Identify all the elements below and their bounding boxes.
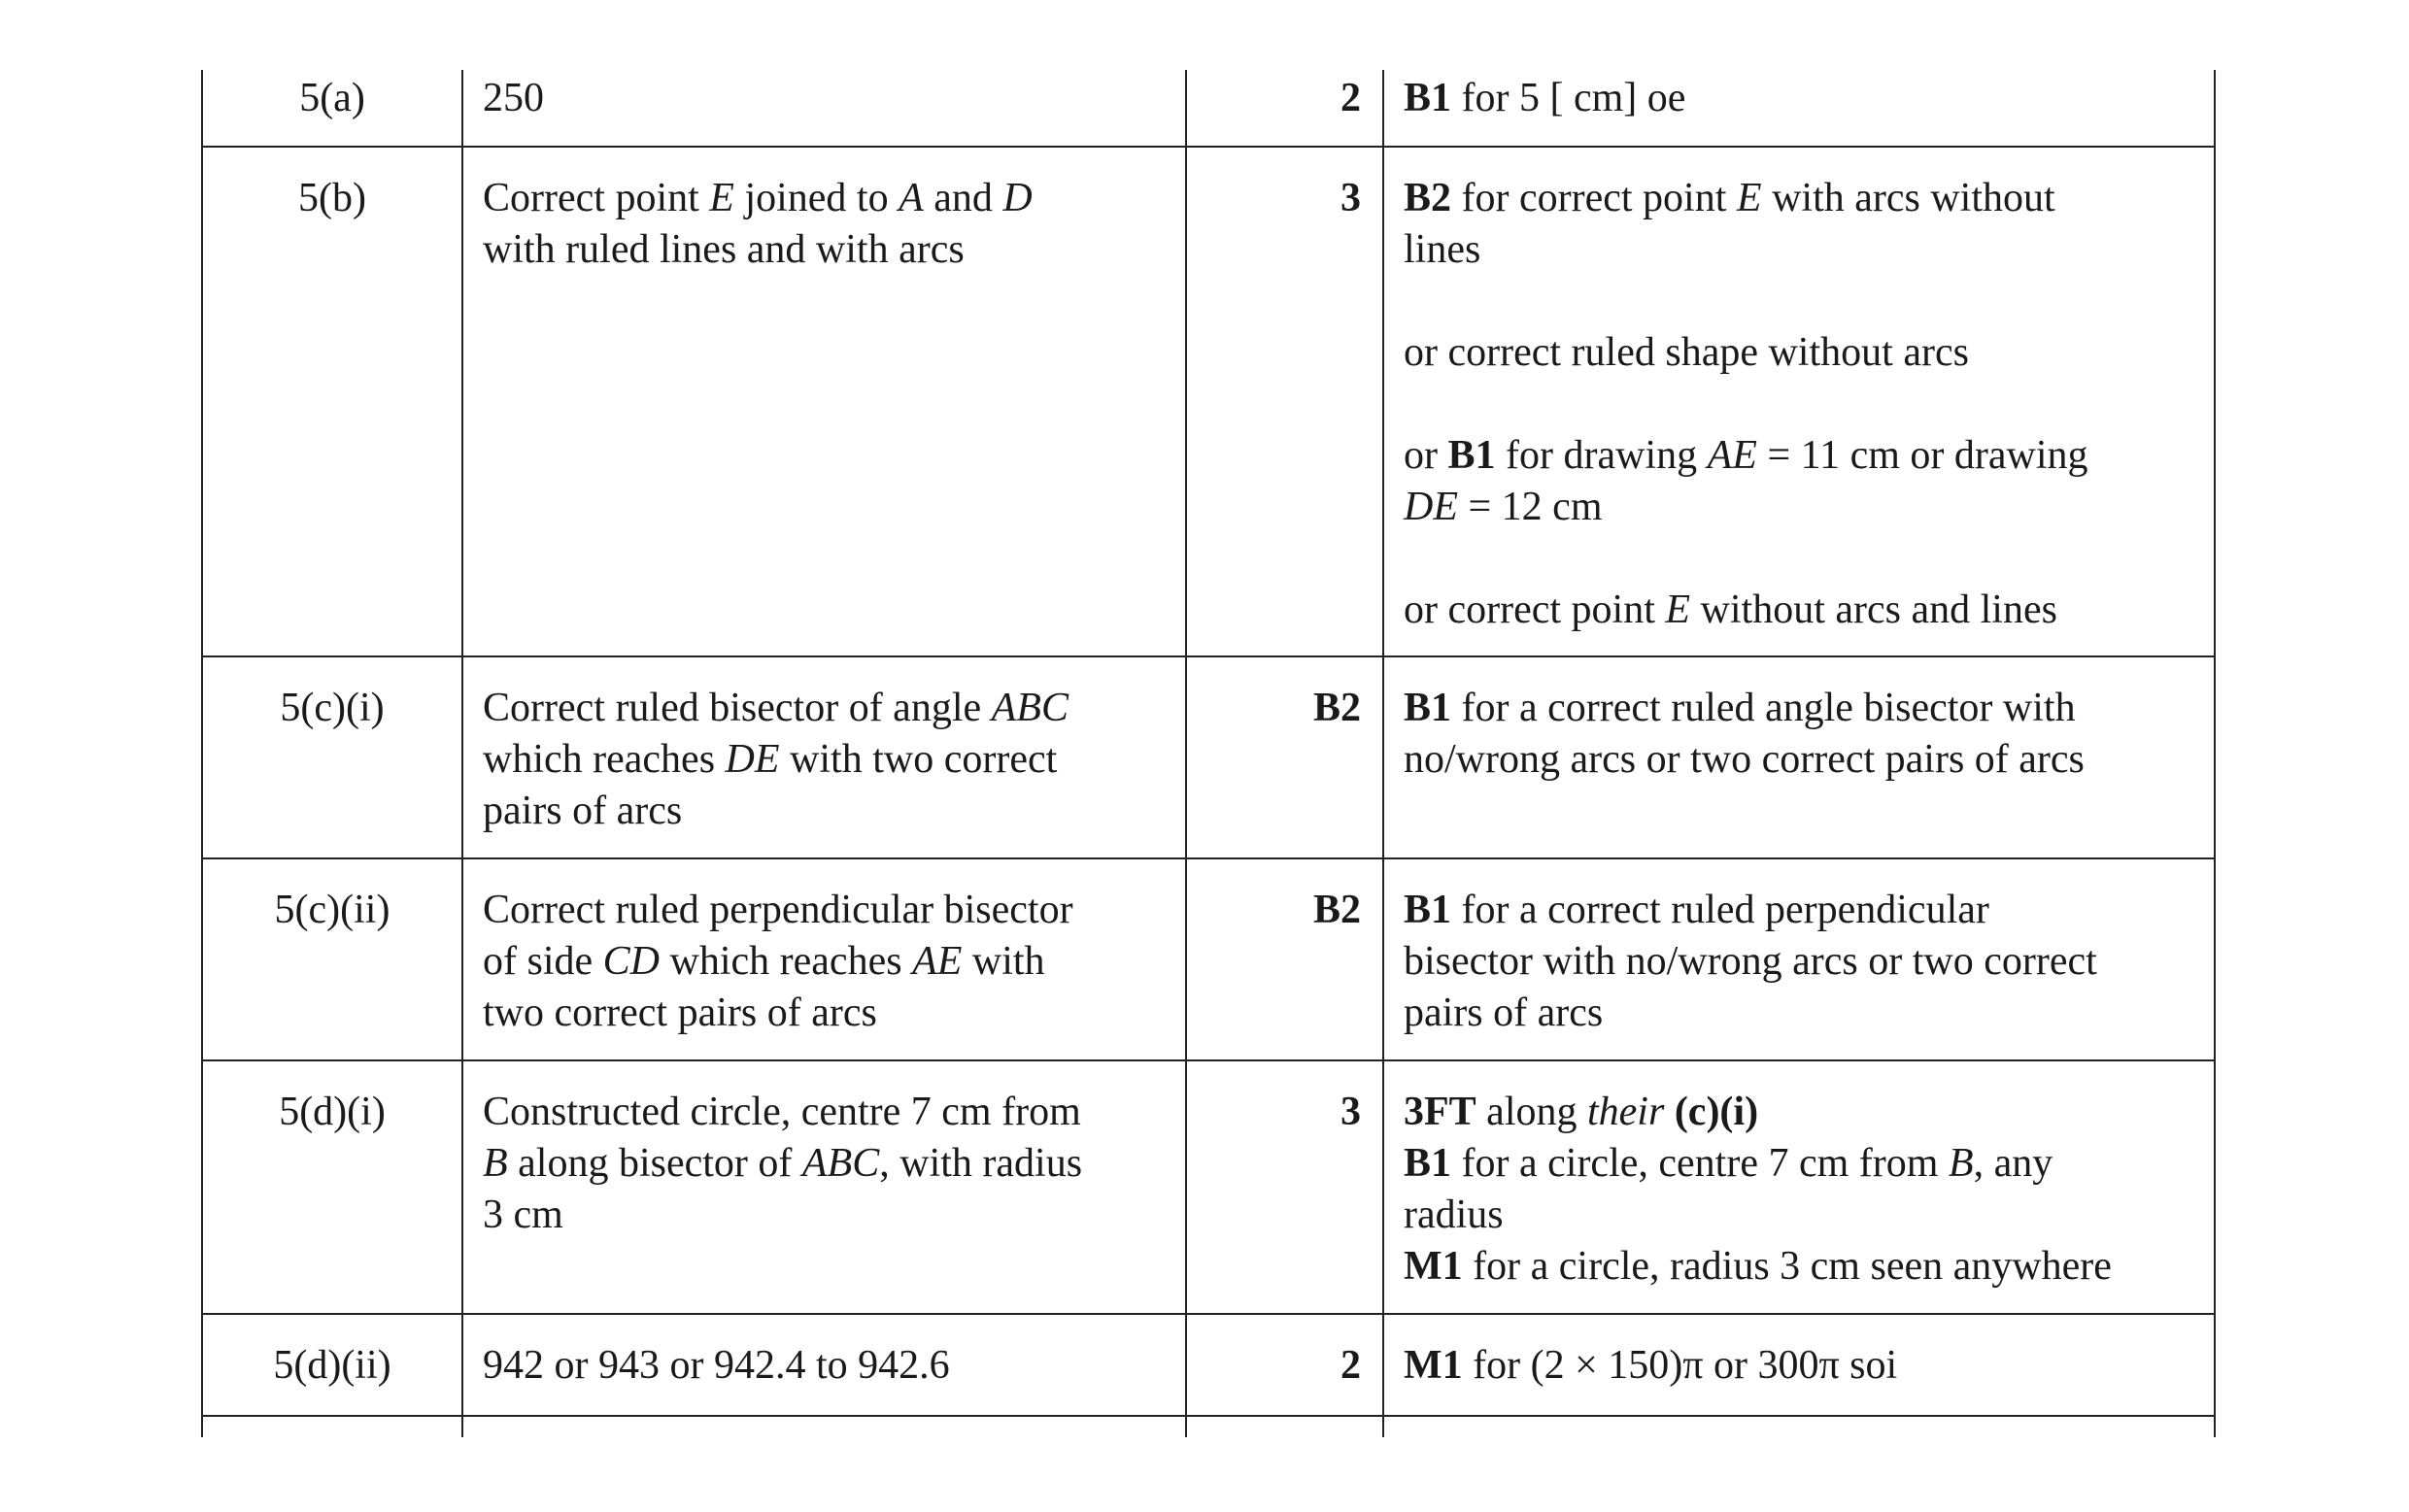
guidance-cell: 3FT along their (c)(i) B1 for a circle, centre 7 cm from B, any radius M1 for a circle, radius 3 cm seen anywhere (1404, 1090, 2112, 1289)
row-divider (201, 1313, 2216, 1315)
marks-cell: 3 (1340, 176, 1361, 220)
marks-cell: B2 (1312, 686, 1361, 730)
question-number: 5(a) (299, 76, 365, 120)
guidance-cell: B2 for correct point E with arcs without lines or correct ruled shape without arcs or B1 for drawing AE = 11 cm or drawing DE = 12 cm or correct point E without arcs and lines (1404, 176, 2088, 632)
question-number: 5(c)(i) (280, 686, 385, 730)
answer-cell: Correct point E joined to A and D with ruled lines and with arcs (483, 176, 1033, 272)
marks-cell: 3 (1340, 1090, 1361, 1134)
row-divider (201, 146, 2216, 148)
question-number: 5(c)(ii) (274, 888, 390, 932)
guidance-cell: B1 for a correct ruled perpendicular bisector with no/wrong arcs or two correct pairs of arcs (1404, 888, 2097, 1035)
marks-cell: 2 (1340, 76, 1361, 120)
table-border-left (201, 70, 203, 1437)
answer-cell: 250 (483, 76, 544, 120)
column-divider (1185, 70, 1187, 1437)
table-border-right (2214, 70, 2216, 1437)
question-number: 5(d)(i) (279, 1090, 386, 1134)
question-number: 5(b) (298, 176, 366, 220)
guidance-cell: B1 for 5 [ cm] oe (1404, 76, 1686, 120)
row-divider (201, 1059, 2216, 1061)
answer-cell: Correct ruled perpendicular bisector of side CD which reaches AE with two correct pairs of arcs (483, 888, 1073, 1035)
answer-cell: Correct ruled bisector of angle ABC which reaches DE with two correct pairs of arcs (483, 686, 1069, 833)
row-divider (201, 857, 2216, 859)
question-number: 5(d)(ii) (273, 1343, 391, 1388)
row-divider (201, 1415, 2216, 1417)
marks-cell: B2 (1312, 888, 1361, 932)
answer-cell: Constructed circle, centre 7 cm from B along bisector of ABC, with radius 3 cm (483, 1090, 1083, 1237)
answer-cell: 942 or 943 or 942.4 to 942.6 (483, 1343, 950, 1388)
row-divider (201, 655, 2216, 657)
guidance-cell: B1 for a correct ruled angle bisector with no/wrong arcs or two correct pairs of arcs (1404, 686, 2085, 782)
guidance-cell: M1 for (2 × 150)π or 300π soi (1404, 1343, 1898, 1388)
marks-cell: 2 (1340, 1343, 1361, 1388)
